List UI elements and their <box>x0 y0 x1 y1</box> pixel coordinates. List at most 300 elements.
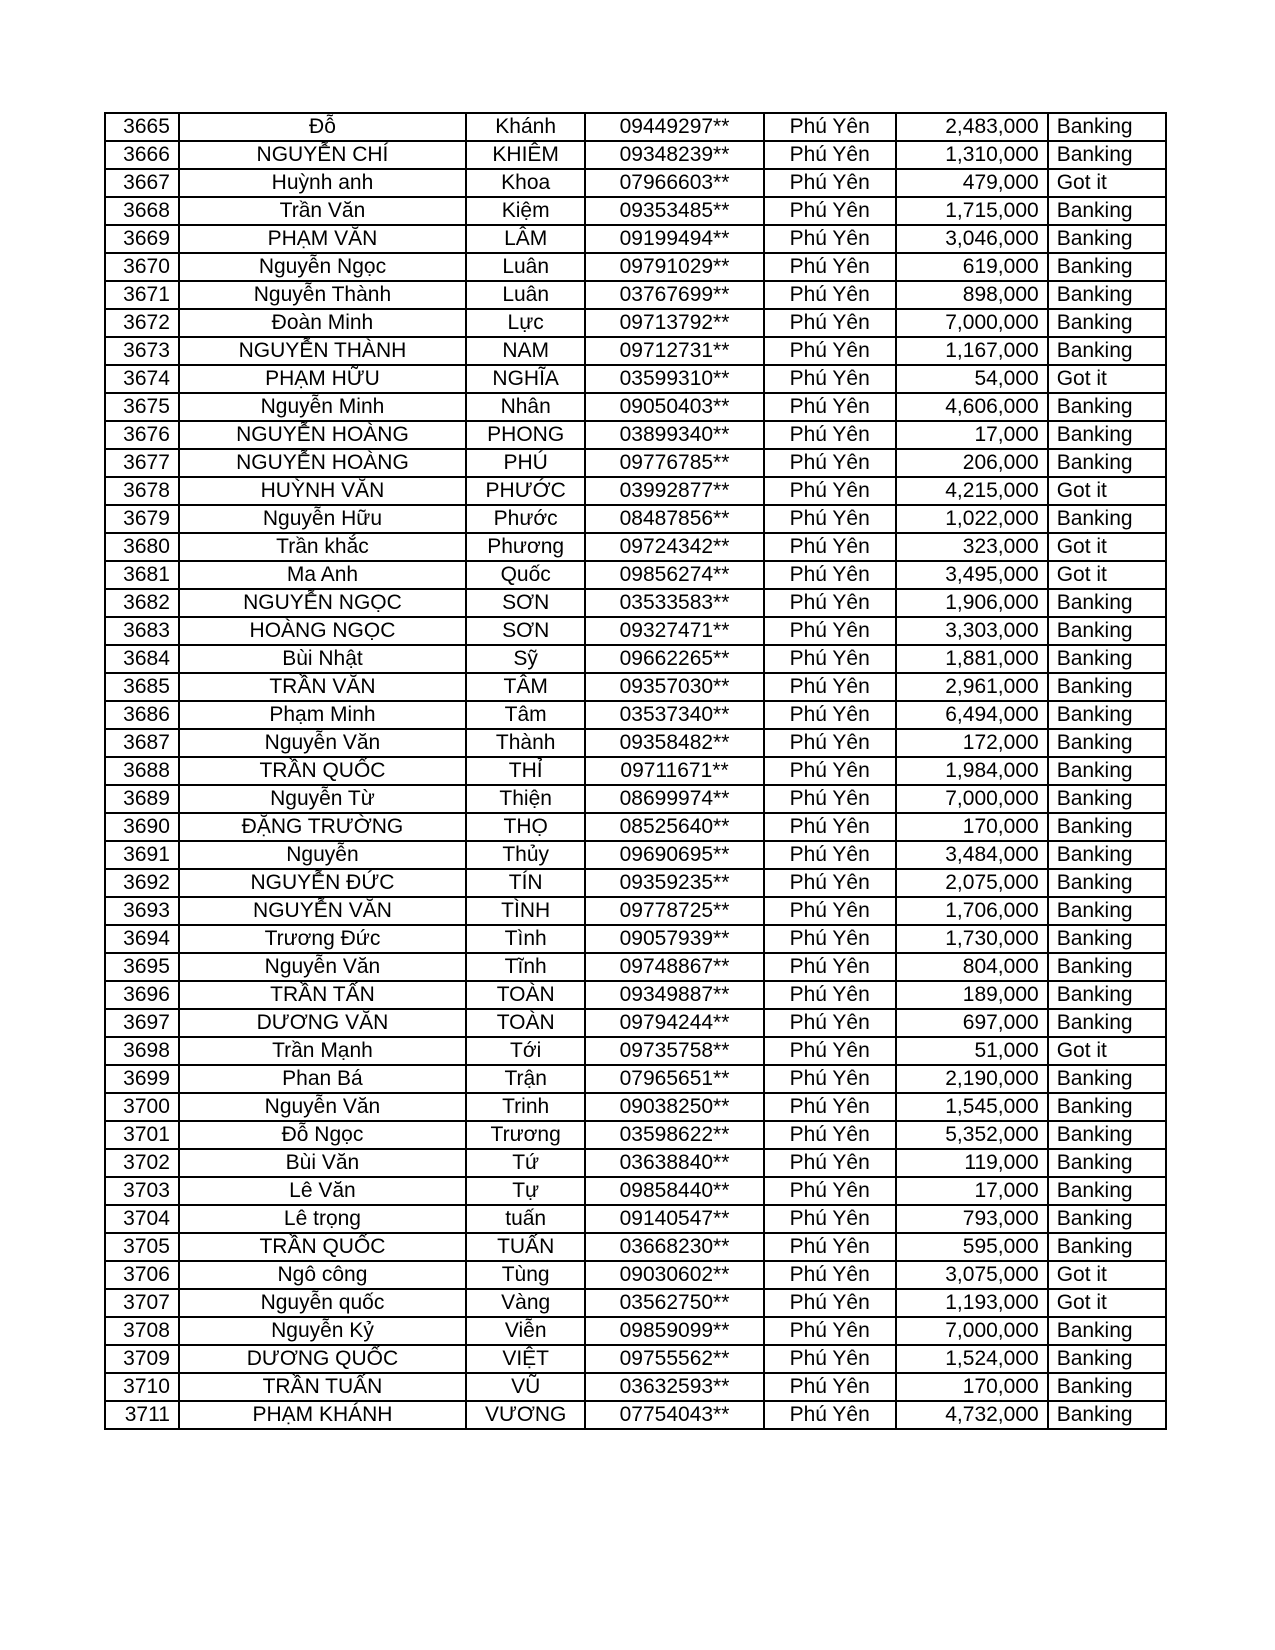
row-number-cell: 3676 <box>105 421 179 449</box>
table-row <box>105 589 1166 617</box>
given-name-cell: PHONG <box>466 421 585 449</box>
amount-cell: 2,075,000 <box>896 869 1048 897</box>
family-name-cell: TRẦN TUẤN <box>179 1373 466 1401</box>
family-name-cell: TRẦN QUỐC <box>179 1233 466 1261</box>
province-cell: Phú Yên <box>764 897 896 925</box>
row-number-cell: 3701 <box>105 1121 179 1149</box>
family-name-cell: HUỲNH VĂN <box>179 477 466 505</box>
family-name-cell: Đỗ Ngọc <box>179 1121 466 1149</box>
status-cell: Banking <box>1048 645 1166 673</box>
given-name-cell: TOÀN <box>466 981 585 1009</box>
row-number-cell: 3702 <box>105 1149 179 1177</box>
given-name-cell: Tâm <box>466 701 585 729</box>
phone-cell: 03537340** <box>585 701 763 729</box>
row-number-cell: 3710 <box>105 1373 179 1401</box>
status-cell: Banking <box>1048 953 1166 981</box>
phone-cell: 09050403** <box>585 393 763 421</box>
table-row <box>105 1289 1166 1317</box>
given-name-cell: TOÀN <box>466 1009 585 1037</box>
status-cell: Got it <box>1048 561 1166 589</box>
given-name-cell: Tùng <box>466 1261 585 1289</box>
given-name-cell: TÂM <box>466 673 585 701</box>
phone-cell: 09735758** <box>585 1037 763 1065</box>
given-name-cell: VIỆT <box>466 1345 585 1373</box>
status-cell: Banking <box>1048 1373 1166 1401</box>
phone-cell: 09748867** <box>585 953 763 981</box>
given-name-cell: Tự <box>466 1177 585 1205</box>
amount-cell: 4,606,000 <box>896 393 1048 421</box>
amount-cell: 7,000,000 <box>896 309 1048 337</box>
status-cell: Banking <box>1048 1093 1166 1121</box>
province-cell: Phú Yên <box>764 1065 896 1093</box>
status-cell: Got it <box>1048 365 1166 393</box>
given-name-cell: Viễn <box>466 1317 585 1345</box>
status-cell: Banking <box>1048 785 1166 813</box>
amount-cell: 479,000 <box>896 169 1048 197</box>
table-row <box>105 841 1166 869</box>
table-row <box>105 197 1166 225</box>
province-cell: Phú Yên <box>764 701 896 729</box>
given-name-cell: NAM <box>466 337 585 365</box>
status-cell: Banking <box>1048 393 1166 421</box>
phone-cell: 09713792** <box>585 309 763 337</box>
family-name-cell: NGUYỄN THÀNH <box>179 337 466 365</box>
phone-cell: 03533583** <box>585 589 763 617</box>
amount-cell: 3,303,000 <box>896 617 1048 645</box>
table-row <box>105 533 1166 561</box>
province-cell: Phú Yên <box>764 1121 896 1149</box>
phone-cell: 09140547** <box>585 1205 763 1233</box>
phone-cell: 08487856** <box>585 505 763 533</box>
table-row <box>105 1009 1166 1037</box>
status-cell: Banking <box>1048 701 1166 729</box>
status-cell: Got it <box>1048 1289 1166 1317</box>
status-cell: Banking <box>1048 1233 1166 1261</box>
family-name-cell: NGUYỄN NGỌC <box>179 589 466 617</box>
row-number-cell: 3700 <box>105 1093 179 1121</box>
row-number-cell: 3687 <box>105 729 179 757</box>
province-cell: Phú Yên <box>764 505 896 533</box>
province-cell: Phú Yên <box>764 1177 896 1205</box>
family-name-cell: Nguyễn Văn <box>179 1093 466 1121</box>
amount-cell: 804,000 <box>896 953 1048 981</box>
row-number-cell: 3668 <box>105 197 179 225</box>
province-cell: Phú Yên <box>764 757 896 785</box>
phone-cell: 09359235** <box>585 869 763 897</box>
family-name-cell: TRẦN TẤN <box>179 981 466 1009</box>
row-number-cell: 3665 <box>105 113 179 141</box>
phone-cell: 09030602** <box>585 1261 763 1289</box>
recipient-table <box>104 112 1167 1430</box>
province-cell: Phú Yên <box>764 337 896 365</box>
family-name-cell: Lê trọng <box>179 1205 466 1233</box>
amount-cell: 17,000 <box>896 421 1048 449</box>
table-row <box>105 673 1166 701</box>
row-number-cell: 3709 <box>105 1345 179 1373</box>
amount-cell: 189,000 <box>896 981 1048 1009</box>
amount-cell: 4,732,000 <box>896 1401 1048 1429</box>
family-name-cell: PHẠM KHÁNH <box>179 1401 466 1429</box>
province-cell: Phú Yên <box>764 253 896 281</box>
row-number-cell: 3697 <box>105 1009 179 1037</box>
province-cell: Phú Yên <box>764 169 896 197</box>
amount-cell: 1,984,000 <box>896 757 1048 785</box>
amount-cell: 1,881,000 <box>896 645 1048 673</box>
phone-cell: 09353485** <box>585 197 763 225</box>
province-cell: Phú Yên <box>764 981 896 1009</box>
phone-cell: 09856274** <box>585 561 763 589</box>
row-number-cell: 3711 <box>105 1401 179 1429</box>
given-name-cell: VŨ <box>466 1373 585 1401</box>
row-number-cell: 3678 <box>105 477 179 505</box>
family-name-cell: NGUYỄN HOÀNG <box>179 449 466 477</box>
table-row <box>105 1093 1166 1121</box>
phone-cell: 07965651** <box>585 1065 763 1093</box>
family-name-cell: Nguyễn Kỷ <box>179 1317 466 1345</box>
table-row <box>105 701 1166 729</box>
family-name-cell: NGUYỄN HOÀNG <box>179 421 466 449</box>
status-cell: Banking <box>1048 1177 1166 1205</box>
province-cell: Phú Yên <box>764 645 896 673</box>
family-name-cell: NGUYỄN CHÍ <box>179 141 466 169</box>
amount-cell: 51,000 <box>896 1037 1048 1065</box>
given-name-cell: Trận <box>466 1065 585 1093</box>
status-cell: Banking <box>1048 113 1166 141</box>
given-name-cell: tuấn <box>466 1205 585 1233</box>
family-name-cell: Bùi Văn <box>179 1149 466 1177</box>
given-name-cell: Khánh <box>466 113 585 141</box>
status-cell: Banking <box>1048 869 1166 897</box>
province-cell: Phú Yên <box>764 141 896 169</box>
family-name-cell: HOÀNG NGỌC <box>179 617 466 645</box>
status-cell: Banking <box>1048 1149 1166 1177</box>
phone-cell: 03599310** <box>585 365 763 393</box>
given-name-cell: Tới <box>466 1037 585 1065</box>
status-cell: Banking <box>1048 1065 1166 1093</box>
phone-cell: 09791029** <box>585 253 763 281</box>
province-cell: Phú Yên <box>764 113 896 141</box>
province-cell: Phú Yên <box>764 1373 896 1401</box>
row-number-cell: 3699 <box>105 1065 179 1093</box>
row-number-cell: 3698 <box>105 1037 179 1065</box>
table-row <box>105 925 1166 953</box>
amount-cell: 1,167,000 <box>896 337 1048 365</box>
given-name-cell: NGHĨA <box>466 365 585 393</box>
phone-cell: 09662265** <box>585 645 763 673</box>
amount-cell: 1,022,000 <box>896 505 1048 533</box>
province-cell: Phú Yên <box>764 561 896 589</box>
given-name-cell: Vàng <box>466 1289 585 1317</box>
amount-cell: 54,000 <box>896 365 1048 393</box>
amount-cell: 206,000 <box>896 449 1048 477</box>
family-name-cell: PHẠM HỮU <box>179 365 466 393</box>
province-cell: Phú Yên <box>764 1261 896 1289</box>
status-cell: Got it <box>1048 1261 1166 1289</box>
status-cell: Banking <box>1048 617 1166 645</box>
table-row <box>105 869 1166 897</box>
given-name-cell: Thành <box>466 729 585 757</box>
province-cell: Phú Yên <box>764 589 896 617</box>
given-name-cell: SƠN <box>466 589 585 617</box>
table-row <box>105 337 1166 365</box>
given-name-cell: Luân <box>466 281 585 309</box>
table-row <box>105 1121 1166 1149</box>
phone-cell: 09794244** <box>585 1009 763 1037</box>
table-row <box>105 1345 1166 1373</box>
status-cell: Banking <box>1048 337 1166 365</box>
status-cell: Banking <box>1048 253 1166 281</box>
amount-cell: 6,494,000 <box>896 701 1048 729</box>
amount-cell: 1,706,000 <box>896 897 1048 925</box>
status-cell: Got it <box>1048 477 1166 505</box>
family-name-cell: TRẦN QUỐC <box>179 757 466 785</box>
status-cell: Banking <box>1048 1205 1166 1233</box>
family-name-cell: Đoàn Minh <box>179 309 466 337</box>
row-number-cell: 3677 <box>105 449 179 477</box>
amount-cell: 7,000,000 <box>896 1317 1048 1345</box>
row-number-cell: 3705 <box>105 1233 179 1261</box>
row-number-cell: 3688 <box>105 757 179 785</box>
phone-cell: 03632593** <box>585 1373 763 1401</box>
amount-cell: 1,524,000 <box>896 1345 1048 1373</box>
table-row <box>105 981 1166 1009</box>
family-name-cell: Đỗ <box>179 113 466 141</box>
status-cell: Got it <box>1048 169 1166 197</box>
amount-cell: 323,000 <box>896 533 1048 561</box>
row-number-cell: 3703 <box>105 1177 179 1205</box>
status-cell: Banking <box>1048 309 1166 337</box>
family-name-cell: Nguyễn Ngọc <box>179 253 466 281</box>
amount-cell: 4,215,000 <box>896 477 1048 505</box>
status-cell: Banking <box>1048 813 1166 841</box>
table-row <box>105 1177 1166 1205</box>
family-name-cell: Ngô công <box>179 1261 466 1289</box>
status-cell: Banking <box>1048 897 1166 925</box>
amount-cell: 697,000 <box>896 1009 1048 1037</box>
given-name-cell: Thủy <box>466 841 585 869</box>
given-name-cell: THỌ <box>466 813 585 841</box>
province-cell: Phú Yên <box>764 421 896 449</box>
province-cell: Phú Yên <box>764 225 896 253</box>
row-number-cell: 3685 <box>105 673 179 701</box>
row-number-cell: 3707 <box>105 1289 179 1317</box>
province-cell: Phú Yên <box>764 477 896 505</box>
province-cell: Phú Yên <box>764 729 896 757</box>
row-number-cell: 3691 <box>105 841 179 869</box>
given-name-cell: PHÚ <box>466 449 585 477</box>
table-row <box>105 365 1166 393</box>
table-row <box>105 953 1166 981</box>
status-cell: Banking <box>1048 141 1166 169</box>
amount-cell: 1,730,000 <box>896 925 1048 953</box>
family-name-cell: Trần Văn <box>179 197 466 225</box>
province-cell: Phú Yên <box>764 281 896 309</box>
row-number-cell: 3690 <box>105 813 179 841</box>
table-row <box>105 729 1166 757</box>
amount-cell: 898,000 <box>896 281 1048 309</box>
status-cell: Banking <box>1048 449 1166 477</box>
given-name-cell: Quốc <box>466 561 585 589</box>
table-row <box>105 505 1166 533</box>
row-number-cell: 3673 <box>105 337 179 365</box>
given-name-cell: THỈ <box>466 757 585 785</box>
row-number-cell: 3695 <box>105 953 179 981</box>
row-number-cell: 3689 <box>105 785 179 813</box>
status-cell: Banking <box>1048 505 1166 533</box>
family-name-cell: Bùi Nhật <box>179 645 466 673</box>
phone-cell: 09755562** <box>585 1345 763 1373</box>
phone-cell: 09712731** <box>585 337 763 365</box>
phone-cell: 03562750** <box>585 1289 763 1317</box>
status-cell: Banking <box>1048 1345 1166 1373</box>
table-row <box>105 309 1166 337</box>
row-number-cell: 3672 <box>105 309 179 337</box>
status-cell: Banking <box>1048 757 1166 785</box>
table-row <box>105 1373 1166 1401</box>
row-number-cell: 3681 <box>105 561 179 589</box>
phone-cell: 09199494** <box>585 225 763 253</box>
status-cell: Banking <box>1048 1317 1166 1345</box>
given-name-cell: VƯƠNG <box>466 1401 585 1429</box>
province-cell: Phú Yên <box>764 1009 896 1037</box>
family-name-cell: Trần khắc <box>179 533 466 561</box>
given-name-cell: TÍN <box>466 869 585 897</box>
phone-cell: 09776785** <box>585 449 763 477</box>
status-cell: Banking <box>1048 421 1166 449</box>
given-name-cell: PHƯỚC <box>466 477 585 505</box>
status-cell: Banking <box>1048 841 1166 869</box>
status-cell: Banking <box>1048 925 1166 953</box>
phone-cell: 09449297** <box>585 113 763 141</box>
given-name-cell: Phước <box>466 505 585 533</box>
phone-cell: 09724342** <box>585 533 763 561</box>
given-name-cell: Trương <box>466 1121 585 1149</box>
family-name-cell: Phạm Minh <box>179 701 466 729</box>
family-name-cell: Nguyễn <box>179 841 466 869</box>
amount-cell: 1,715,000 <box>896 197 1048 225</box>
given-name-cell: KHIÊM <box>466 141 585 169</box>
amount-cell: 172,000 <box>896 729 1048 757</box>
table-row <box>105 1317 1166 1345</box>
province-cell: Phú Yên <box>764 1233 896 1261</box>
amount-cell: 793,000 <box>896 1205 1048 1233</box>
province-cell: Phú Yên <box>764 785 896 813</box>
row-number-cell: 3684 <box>105 645 179 673</box>
row-number-cell: 3692 <box>105 869 179 897</box>
row-number-cell: 3666 <box>105 141 179 169</box>
province-cell: Phú Yên <box>764 365 896 393</box>
table-row <box>105 1065 1166 1093</box>
row-number-cell: 3704 <box>105 1205 179 1233</box>
phone-cell: 09349887** <box>585 981 763 1009</box>
family-name-cell: Trần Mạnh <box>179 1037 466 1065</box>
phone-cell: 03668230** <box>585 1233 763 1261</box>
table-row <box>105 225 1166 253</box>
table-row <box>105 785 1166 813</box>
table-row <box>105 617 1166 645</box>
given-name-cell: LÂM <box>466 225 585 253</box>
table-row <box>105 1233 1166 1261</box>
province-cell: Phú Yên <box>764 925 896 953</box>
amount-cell: 2,961,000 <box>896 673 1048 701</box>
given-name-cell: Sỹ <box>466 645 585 673</box>
province-cell: Phú Yên <box>764 813 896 841</box>
table-body <box>105 113 1166 1429</box>
family-name-cell: Nguyễn Hữu <box>179 505 466 533</box>
phone-cell: 09327471** <box>585 617 763 645</box>
family-name-cell: DƯƠNG VĂN <box>179 1009 466 1037</box>
phone-cell: 09778725** <box>585 897 763 925</box>
family-name-cell: TRẦN VĂN <box>179 673 466 701</box>
status-cell: Banking <box>1048 729 1166 757</box>
amount-cell: 2,190,000 <box>896 1065 1048 1093</box>
status-cell: Banking <box>1048 1009 1166 1037</box>
table-row <box>105 169 1166 197</box>
given-name-cell: Luân <box>466 253 585 281</box>
family-name-cell: DƯƠNG QUỐC <box>179 1345 466 1373</box>
status-cell: Banking <box>1048 197 1166 225</box>
phone-cell: 09859099** <box>585 1317 763 1345</box>
given-name-cell: Tứ <box>466 1149 585 1177</box>
row-number-cell: 3680 <box>105 533 179 561</box>
row-number-cell: 3667 <box>105 169 179 197</box>
family-name-cell: Nguyễn Thành <box>179 281 466 309</box>
row-number-cell: 3683 <box>105 617 179 645</box>
phone-cell: 03767699** <box>585 281 763 309</box>
phone-cell: 09358482** <box>585 729 763 757</box>
table-row <box>105 253 1166 281</box>
row-number-cell: 3675 <box>105 393 179 421</box>
province-cell: Phú Yên <box>764 393 896 421</box>
family-name-cell: Huỳnh anh <box>179 169 466 197</box>
given-name-cell: Khoa <box>466 169 585 197</box>
phone-cell: 09057939** <box>585 925 763 953</box>
amount-cell: 1,906,000 <box>896 589 1048 617</box>
phone-cell: 09711671** <box>585 757 763 785</box>
amount-cell: 170,000 <box>896 813 1048 841</box>
amount-cell: 119,000 <box>896 1149 1048 1177</box>
family-name-cell: Nguyễn Từ <box>179 785 466 813</box>
province-cell: Phú Yên <box>764 1037 896 1065</box>
family-name-cell: Nguyễn Văn <box>179 729 466 757</box>
table-row <box>105 1037 1166 1065</box>
amount-cell: 1,310,000 <box>896 141 1048 169</box>
status-cell: Got it <box>1048 533 1166 561</box>
table-row <box>105 141 1166 169</box>
family-name-cell: Nguyễn Văn <box>179 953 466 981</box>
given-name-cell: Phương <box>466 533 585 561</box>
amount-cell: 1,545,000 <box>896 1093 1048 1121</box>
table-row <box>105 813 1166 841</box>
status-cell: Banking <box>1048 1121 1166 1149</box>
province-cell: Phú Yên <box>764 953 896 981</box>
table-row <box>105 1401 1166 1429</box>
table-row <box>105 561 1166 589</box>
phone-cell: 09357030** <box>585 673 763 701</box>
table-row <box>105 449 1166 477</box>
row-number-cell: 3671 <box>105 281 179 309</box>
given-name-cell: SƠN <box>466 617 585 645</box>
phone-cell: 09690695** <box>585 841 763 869</box>
status-cell: Banking <box>1048 673 1166 701</box>
province-cell: Phú Yên <box>764 617 896 645</box>
status-cell: Banking <box>1048 281 1166 309</box>
table-row <box>105 421 1166 449</box>
province-cell: Phú Yên <box>764 1205 896 1233</box>
row-number-cell: 3670 <box>105 253 179 281</box>
row-number-cell: 3708 <box>105 1317 179 1345</box>
row-number-cell: 3706 <box>105 1261 179 1289</box>
